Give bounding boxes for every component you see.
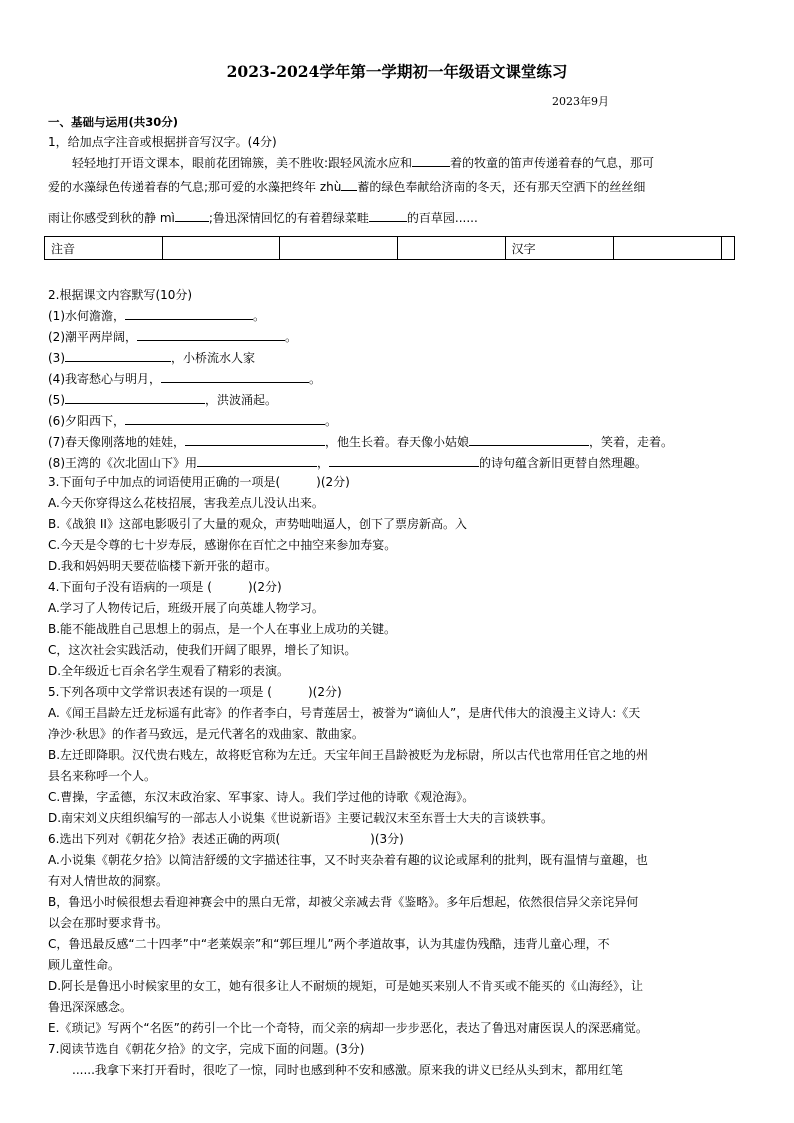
q6-option-b-cont: 以会在那时要求背书。 (48, 916, 169, 930)
q6-stem: 6.选出下列对《朝花夕拾》表述正确的两项( )(3分) (48, 832, 404, 846)
q4-stem: 4.下面句子没有语病的一项是 ( )(2分) (48, 580, 282, 594)
q2-line2: (2)潮平两岸阔， 。 (48, 330, 298, 344)
answer-blank[interactable] (369, 209, 407, 222)
q1-passage-line3: 雨让你感受到秋的静 mì ;鲁迅深情回忆的有着碧绿菜畦 的百草园...... (48, 211, 478, 225)
answer-blank[interactable] (137, 328, 285, 341)
q2-line6: (6)夕阳西下， 。 (48, 414, 338, 428)
q4-option-b: B.能不能战胜自己思想上的弱点，是一个人在事业上成功的关键。 (48, 622, 397, 636)
q2-line1: (1)水何澹澹， 。 (48, 309, 266, 323)
answer-blank[interactable] (65, 391, 205, 404)
q1-passage-line2: 爱的水藻绿色传递着春的气息;那可爱的水藻把终年 zhù 蓄的绿色奉献给济南的冬天，还有那天空洒下的丝丝细 (48, 180, 646, 194)
q2-line5: (5) ，洪波涌起。 (48, 393, 278, 407)
answer-blank[interactable] (175, 209, 209, 222)
q6-option-a: A.小说集《朝花夕拾》以简洁舒缓的文字描述往事，又不时夹杂着有趣的议论或犀利的批判，既有温情与童趣，也 (48, 853, 648, 867)
q1-passage-line1: 轻轻地打开语文课本，眼前花团锦簇，美不胜收:跟轻风流水应和 着的牧童的笛声传递着春的气息，那可 (72, 156, 655, 170)
answer-blank[interactable] (125, 307, 253, 320)
q2-line7: (7)春天像刚落地的娃娃， ，他生长着。春天像小姑娘 ，笑着，走着。 (48, 435, 674, 449)
table-cell[interactable] (722, 237, 735, 260)
q7-stem: 7.阅读节选自《朝花夕拾》的文字，完成下面的问题。(3分) (48, 1042, 365, 1056)
answer-blank[interactable] (185, 433, 325, 446)
answer-blank[interactable] (161, 370, 309, 383)
q5-stem: 5.下列各项中文学常识表述有误的一项是 ( )(2分) (48, 685, 342, 699)
q5-option-d: D.南宋刘义庆组织编写的一部志人小说集《世说新语》主要记载汉末至东晋士大夫的言谈轶事。 (48, 811, 554, 825)
answer-blank[interactable] (329, 454, 479, 467)
answer-blank[interactable] (65, 349, 171, 362)
answer-blank[interactable] (197, 454, 317, 467)
q6-option-d: D.阿长是鲁迅小时候家里的女工，她有很多让人不耐烦的规矩，可是她买来别人不肯买或不能买的《山海经》，让 (48, 979, 644, 993)
answer-blank[interactable] (341, 178, 357, 191)
q4-option-d: D.全年级近七百余名学生观看了精彩的表演。 (48, 664, 290, 678)
q2-stem: 2.根据课文内容默写(10分) (48, 288, 193, 302)
page-title: 2023-2024学年第一学期初一年级语文课堂练习 (226, 62, 568, 81)
q5-option-c: C.曹操，字孟德，东汉末政治家、军事家、诗人。我们学过他的诗歌《观沧海》。 (48, 790, 475, 804)
q3-option-a: A.今天你穿得这么花枝招展，害我差点儿没认出来。 (48, 496, 324, 510)
q2-line3: (3) ，小桥流水人家 (48, 351, 256, 365)
q4-option-c: C，这次社会实践活动，使我们开阔了眼界，增长了知识。 (48, 643, 357, 657)
q5-option-a: A.《闻王昌龄左迁龙标遥有此寄》的作者李白，号青莲居士，被誉为“谪仙人”，是唐代伟大的浪漫主义诗人:《天 (48, 706, 641, 720)
q6-option-a-cont: 有对人情世故的洞察。 (48, 874, 169, 888)
q4-option-a: A.学习了人物传记后，班级开展了向英雄人物学习。 (48, 601, 324, 615)
q6-option-e: E.《琐记》写两个“名医”的药引一个比一个奇特，而父亲的病却一步步恶化，表达了鲁迅对庸医误人的深恶痛觉。 (48, 1021, 648, 1035)
q3-option-b: B.《战狼 II》这部电影吸引了大量的观众，声势咄咄逼人，创下了票房新高。入 (48, 517, 467, 531)
table-cell[interactable] (280, 237, 397, 260)
answer-blank[interactable] (469, 433, 589, 446)
table-cell-pinyin-label: 注音 (45, 237, 163, 260)
q1-stem: 1，给加点字注音或根据拼音写汉字。(4分) (48, 135, 277, 149)
q3-option-d: D.我和妈妈明天要莅临楼下新开张的超市。 (48, 559, 278, 573)
q5-option-b-cont: 县名来称呼一个人。 (48, 769, 157, 783)
q2-line8: (8)王湾的《次北固山下》用 ， 的诗句蕴含新旧更替自然理趣。 (48, 456, 648, 470)
q2-line4: (4)我寄愁心与明月， 。 (48, 372, 322, 386)
q6-option-c-cont: 顾儿童性命。 (48, 958, 121, 972)
exam-date: 2023年9月 (552, 95, 609, 108)
q3-stem: 3.下面句子中加点的词语使用正确的一项是( )(2分) (48, 475, 350, 489)
table-cell[interactable] (397, 237, 505, 260)
table-cell-hanzi-label: 汉字 (505, 237, 613, 260)
q3-option-c: C.今天是令尊的七十岁寿辰，感谢你在百忙之中抽空来参加寿宴。 (48, 538, 397, 552)
q7-passage: ......我拿下来打开看时，很吃了一惊，同时也感到种不安和感激。原来我的讲义已经从头到末，都用红笔 (72, 1063, 623, 1077)
q6-option-d-cont: 鲁迅深深感念。 (48, 1000, 133, 1014)
table-cell[interactable] (162, 237, 279, 260)
q1-answer-table (44, 236, 735, 260)
answer-blank[interactable] (412, 154, 450, 167)
q6-option-c: C，鲁迅最反感“二十四孝”中“老莱娱亲”和“郭巨埋儿”两个孝道故事，认为其虚伪残酷，违背儿童心理，不 (48, 937, 610, 951)
q6-option-b: B，鲁迅小时候很想去看迎神赛会中的黑白无常，却被父亲减去背《鉴略》。多年后想起，依然很信异父亲诧异何 (48, 895, 639, 909)
table-cell[interactable] (614, 237, 722, 260)
answer-blank[interactable] (125, 412, 325, 425)
q5-option-b: B.左迁即降职。汉代贵右贱左，故将贬官称为左迁。天宝年间王昌龄被贬为龙标尉，所以古代也常用任官之地的州 (48, 748, 649, 762)
q5-option-a-cont: 净沙·秋思》的作者马致远，是元代著名的戏曲家、散曲家。 (48, 727, 364, 741)
section-heading: 一、基础与运用(共30分) (48, 115, 179, 129)
